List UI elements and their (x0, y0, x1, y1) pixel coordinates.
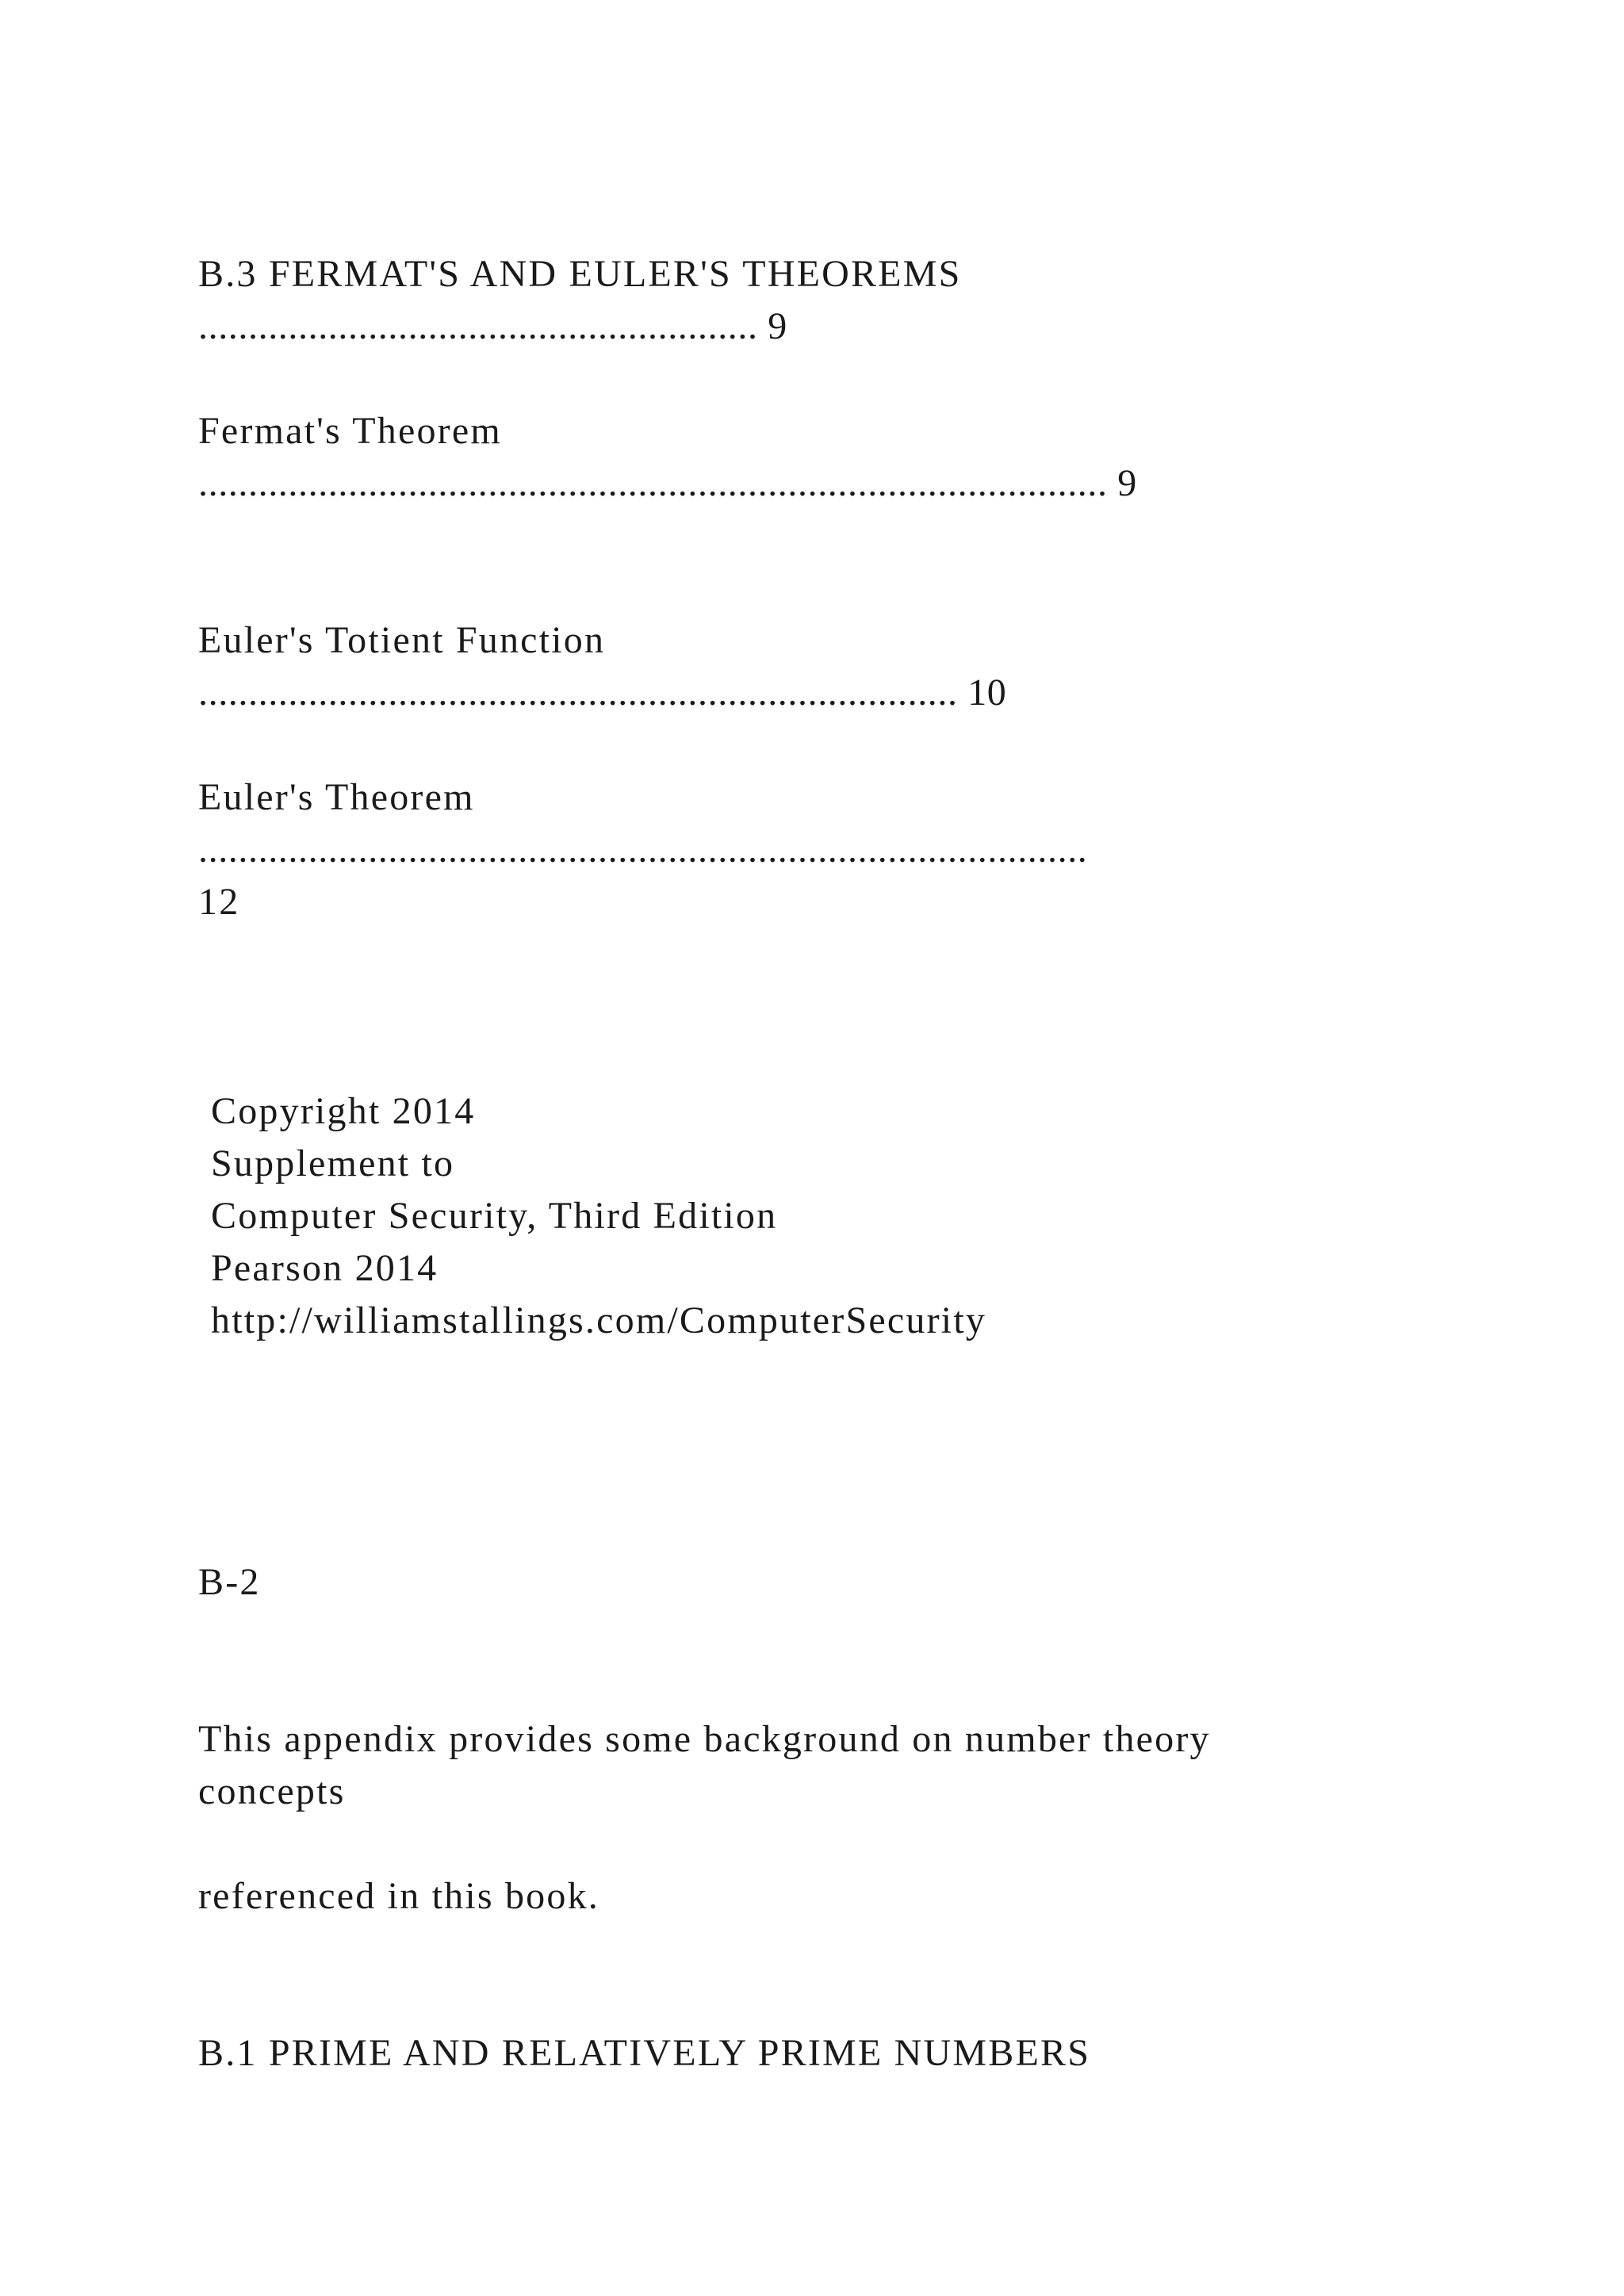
paragraph-line: referenced in this book. (198, 1875, 599, 1917)
toc-leader: ........................................................ 9 (198, 305, 787, 347)
toc-title: B.3 FERMAT'S AND EULER'S THEOREMS (198, 253, 962, 295)
supplement-line: Supplement to (211, 1142, 455, 1184)
publisher-line: Pearson 2014 (211, 1247, 439, 1289)
toc-leader: ............................................................................ 10 (198, 672, 1007, 714)
section-heading: B.1 PRIME AND RELATIVELY PRIME NUMBERS (198, 2032, 1091, 2074)
toc-title: Euler's Theorem (198, 776, 475, 818)
page-number: B-2 (198, 1561, 261, 1603)
copyright-line: Copyright 2014 (211, 1090, 476, 1132)
website-url: http://williamstallings.com/ComputerSecurity (211, 1299, 987, 1341)
paragraph-line: This appendix provides some background on number theory (198, 1718, 1211, 1760)
book-title-line: Computer Security, Third Edition (211, 1195, 778, 1237)
toc-leader: ........................................................................................... 9 (198, 462, 1137, 504)
toc-title: Fermat's Theorem (198, 410, 502, 452)
toc-page-number: 12 (198, 881, 240, 923)
paragraph-line: concepts (198, 1770, 346, 1812)
toc-title: Euler's Totient Function (198, 619, 606, 661)
toc-leader: ......................................................................................... (198, 828, 1088, 871)
